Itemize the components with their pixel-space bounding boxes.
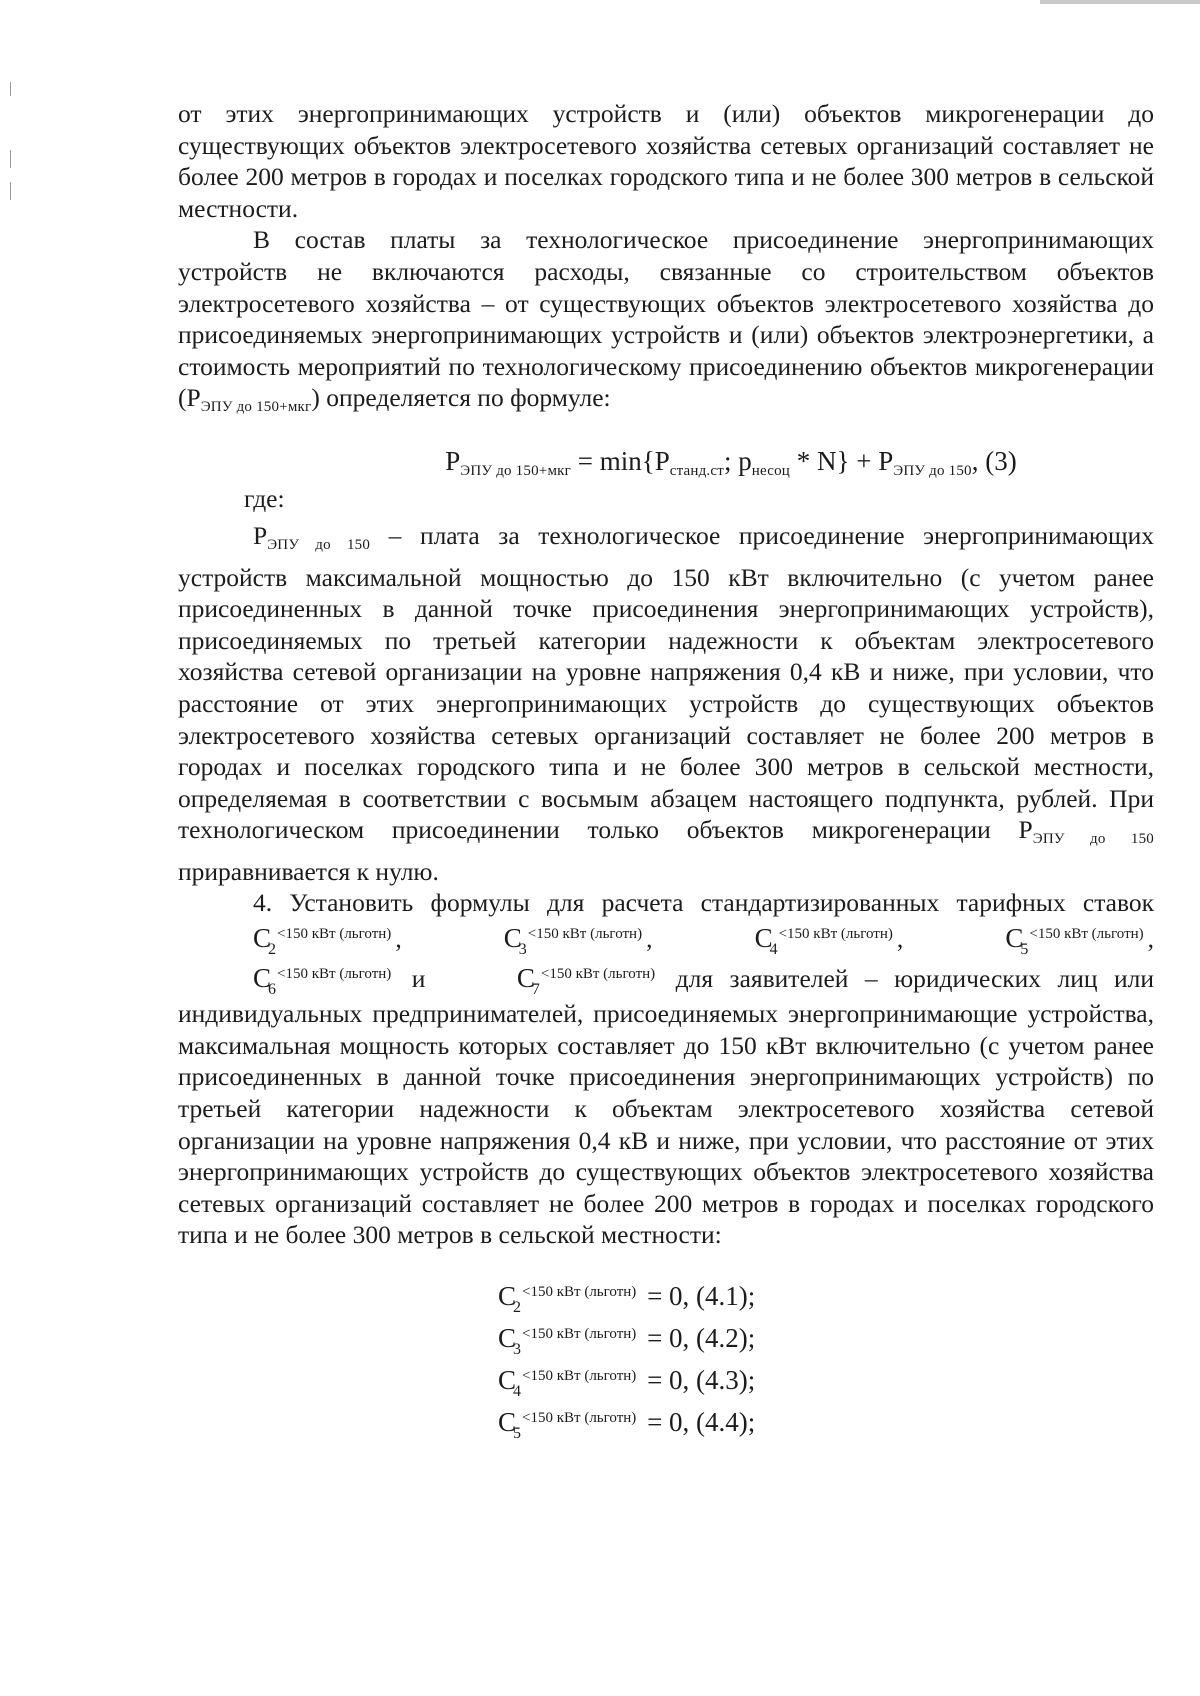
equation-rhs: = 0, (4.1); bbox=[640, 1281, 756, 1311]
rate-index: 2 bbox=[268, 941, 277, 959]
rate-index: 2 bbox=[513, 1299, 522, 1316]
paragraph-fee-composition bbox=[178, 224, 1154, 424]
rate-superscript: <150 кВт (льготн) bbox=[522, 1284, 637, 1300]
where-label: где: bbox=[244, 483, 285, 513]
formula-symbol: p bbox=[738, 445, 752, 476]
rate-symbol bbox=[429, 919, 646, 959]
formula-subscript: станд.ст bbox=[669, 462, 724, 479]
rate-superscript: <150 кВт (льготн) bbox=[277, 965, 392, 982]
separator: , bbox=[395, 924, 429, 954]
rate-index: 7 bbox=[531, 980, 540, 998]
formula-subscript: ЭПУ до 150 bbox=[1032, 831, 1154, 848]
conjunction: и bbox=[395, 963, 442, 993]
item-4-lead: 4. Установить формулы для расчета стандартизированных тарифных ставок bbox=[253, 888, 1154, 918]
formula-separator: ; bbox=[724, 445, 739, 476]
rate-letter: C bbox=[503, 923, 522, 954]
formula-operator: = min{ bbox=[570, 445, 655, 476]
rate-letter: C bbox=[516, 962, 535, 993]
formula-subscript: ЭПУ до 150+мкг bbox=[200, 399, 312, 416]
equation-4-2 bbox=[498, 1313, 1154, 1358]
equation-rhs: = 0, (4.2); bbox=[640, 1323, 756, 1353]
rate-superscript: <150 кВт (льготн) bbox=[778, 926, 893, 943]
rate-superscript: <150 кВт (льготн) bbox=[1029, 926, 1144, 943]
equation-4-4 bbox=[498, 1397, 1154, 1442]
formula-number: , (3) bbox=[971, 445, 1017, 476]
formula-symbol: P bbox=[253, 520, 268, 550]
scan-margin-mark bbox=[10, 150, 11, 168]
equation-4-3 bbox=[498, 1355, 1154, 1400]
rate-superscript: <150 кВт (льготн) bbox=[527, 926, 643, 943]
rate-symbol bbox=[930, 919, 1147, 959]
rate-letter: C bbox=[253, 923, 272, 954]
rate-index: 5 bbox=[1020, 941, 1029, 959]
formula-symbol: P bbox=[654, 445, 670, 476]
formula-subscript: ЭПУ до 150+мкг bbox=[460, 462, 571, 479]
formula-subscript: ЭПУ до 150 bbox=[893, 462, 972, 479]
rate-superscript: <150 кВт (льготн) bbox=[277, 926, 392, 943]
definition-text: плата за технологическое присоединение энергопринимающих устройств максимальной мощностью до 150 кВт включительно (с учетом ранее присоединенных в данной точке присоединения энергопринимающих устройств), присоединяемых по третьей категории надежности к объектам электросетевого хозяйства сетевой организации на уровне напряжения 0,4 кВ и ниже, при условии, что расстояние от этих энергопринимающих устройств до существующих объектов электросетевого хозяйства сетевых организаций составляет не более 200 метров в городах и поселках городского типа и не более 300 метров в сельской местности, определяемая в соответствии с восьмым абзацем настоящего подпункта, рублей. При технологическом присоединении только объектов микрогенерации bbox=[178, 520, 1154, 845]
rate-symbol bbox=[442, 959, 659, 999]
rate-superscript: <150 кВт (льготн) bbox=[522, 1326, 637, 1342]
item-4-text: для заявителей – юридических лиц или индивидуальных предпринимателей, присоединяемых энергопринимающие устройства, максимальная мощность которых составляет до 150 кВт включительно (с учетом ранее присоединенных в данной точке присоединения энергопринимающих устройств) по третьей категории надежности к объектам электросетевого хозяйства сетевой организации на уровне напряжения 0,4 кВ и ниже, при условии, что расстояние от этих энергопринимающих устройств до существующих объектов электросетевого хозяйства сетевых организаций составляет не более 200 метров в городах и поселках городского типа и не более 300 метров в сельской местности: bbox=[178, 963, 1154, 1250]
equation-4-1 bbox=[498, 1271, 1154, 1316]
rate-letter: C bbox=[498, 1323, 517, 1353]
rate-letter: C bbox=[754, 923, 773, 954]
rate-index: 6 bbox=[268, 980, 277, 998]
formula-subscript: ЭПУ до 150 bbox=[267, 536, 371, 553]
paragraph-text: В состав платы за технологическое присоединение энергопринимающих устройств не включаются расходы, связанные со строительством объектов электросетевого хозяйства – от существующих объектов электросетевого хозяйства до присоединяемых энергопринимающих устройств и (или) объектов электроэнергетики, а стоимость мероприятий по технологическому присоединению объектов микрогенерации ( bbox=[178, 225, 1154, 413]
formula-subscript: несоц bbox=[751, 462, 791, 479]
rate-superscript: <150 кВт (льготн) bbox=[522, 1410, 637, 1426]
separator: , bbox=[896, 924, 931, 954]
definition-tail: приравнивается к нулю. bbox=[178, 856, 439, 886]
equation-rhs: = 0, (4.4); bbox=[640, 1407, 756, 1437]
scan-top-edge bbox=[1040, 0, 1200, 4]
scan-margin-mark bbox=[10, 82, 11, 96]
rate-letter: C bbox=[498, 1365, 517, 1395]
rate-superscript: <150 кВт (льготн) bbox=[540, 965, 656, 982]
rate-index: 3 bbox=[513, 1341, 522, 1358]
rate-symbol bbox=[178, 959, 395, 999]
equation-rhs: = 0, (4.3); bbox=[640, 1365, 756, 1395]
formula-symbol: P bbox=[445, 445, 461, 476]
formula-symbol: P bbox=[878, 445, 894, 476]
rate-index: 3 bbox=[518, 941, 527, 959]
formula-3 bbox=[178, 446, 1154, 480]
paragraph-continuation: от этих энергопринимающих устройств и (или) объектов микрогенерации до существующих объектов электросетевого хозяйства сетевых организаций составляет не более 200 метров в городах и поселках городского типа и не более 300 метров в сельской местности. bbox=[178, 99, 1154, 223]
rate-index: 4 bbox=[769, 941, 778, 959]
rate-superscript: <150 кВт (льготн) bbox=[522, 1368, 637, 1384]
rate-letter: C bbox=[498, 1407, 517, 1437]
separator: , bbox=[646, 924, 680, 954]
rate-index: 5 bbox=[513, 1425, 522, 1442]
rate-letter: C bbox=[498, 1281, 517, 1311]
formula-operator: * N} + bbox=[790, 445, 879, 476]
document-page bbox=[178, 98, 1155, 1442]
definition-dash: – bbox=[370, 520, 420, 550]
paragraph-item-4 bbox=[178, 887, 1154, 1251]
rate-symbol bbox=[178, 919, 395, 959]
paragraph-definition bbox=[178, 520, 1154, 888]
rate-letter: C bbox=[253, 962, 272, 993]
paragraph-tail: ) определяется по формуле: bbox=[311, 383, 611, 413]
rate-symbol bbox=[680, 919, 897, 959]
rate-index: 4 bbox=[513, 1383, 522, 1400]
formula-symbol: P bbox=[1018, 815, 1033, 845]
equations-block bbox=[178, 1271, 1154, 1442]
formula-symbol: P bbox=[186, 383, 201, 413]
rate-letter: C bbox=[1005, 923, 1024, 954]
scan-margin-mark bbox=[10, 182, 11, 200]
separator: , bbox=[1147, 924, 1155, 954]
rate-symbol bbox=[498, 1397, 640, 1448]
